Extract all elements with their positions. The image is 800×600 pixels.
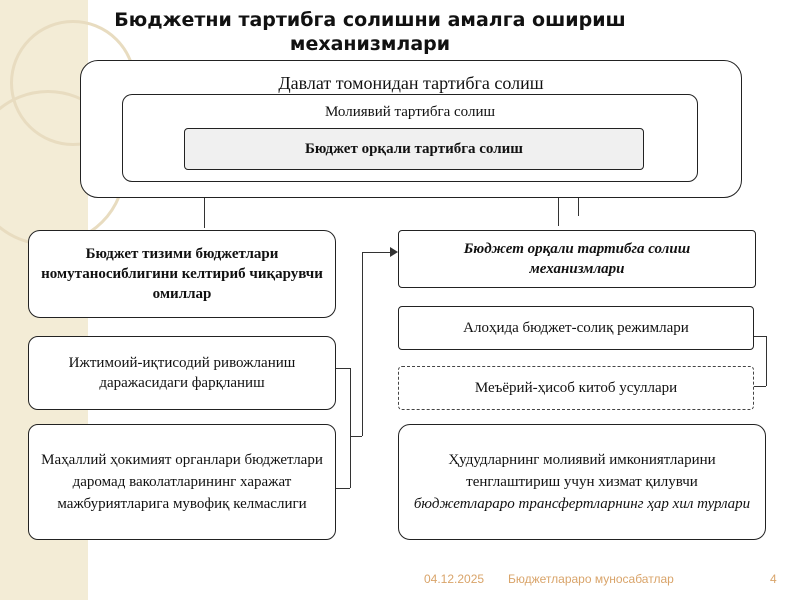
- bracket-right-bottom: [754, 386, 766, 387]
- regional-equalization-italic: бюджетлараро трансфертларнинг ҳар хил турлари: [413, 496, 751, 512]
- local-authorities-label: Маҳаллий ҳокимият органлари бюджетлари даромад ваколатларининг харажат мажбуриятларига мувофиқ келмаслиги: [41, 452, 323, 512]
- connector-top-right: [558, 198, 559, 226]
- special-tax-box: [398, 306, 754, 350]
- footer-date: 04.12.2025: [424, 572, 485, 586]
- bracket-left-v: [350, 368, 351, 488]
- socio-economic-label: Ижтимоий-иқтисодий ривожланиш даражасидаги фарқланиш: [68, 355, 296, 391]
- bracket-left-bottom: [336, 488, 350, 489]
- factors-box: [28, 230, 336, 318]
- bracket-left-top: [336, 368, 350, 369]
- bracket-right-v: [766, 336, 767, 386]
- special-tax-label: Алоҳида бюджет-солиқ режимлари: [463, 319, 689, 336]
- state-regulation-label: Давлат томонидан тартибга солиш: [278, 73, 544, 93]
- normative-methods-label: Меъёрий-ҳисоб китоб усуллари: [474, 379, 678, 396]
- mechanisms-box: [398, 230, 756, 288]
- bracket-right-top: [754, 336, 766, 337]
- budget-regulation-box: [184, 128, 644, 170]
- footer-page-number: 4: [770, 572, 777, 586]
- regional-equalization-box: [398, 424, 766, 540]
- slide-title: Бюджетни тартибга солишни амалга ошириш механизмлари: [114, 9, 626, 55]
- budget-regulation-label: Бюджет орқали тартибга солиш: [305, 140, 523, 157]
- arrow-head: [390, 247, 398, 257]
- normative-methods-box: [398, 366, 754, 410]
- arrow-connector-h: [362, 252, 392, 253]
- factors-label: Бюджет тизими бюджетлари номутаносиблигини келтириб чиқарувчи омиллар: [41, 246, 323, 302]
- regional-equalization-label: Ҳудудларнинг молиявий имкониятларини тенглаштириш учун хизмат қилувчи: [448, 452, 716, 490]
- socio-economic-box: [28, 336, 336, 410]
- connector-top-left: [204, 198, 205, 228]
- financial-regulation-label: Молиявий тартибга солиш: [324, 104, 496, 120]
- arrow-connector-mid: [350, 436, 362, 437]
- arrow-connector-v: [362, 252, 363, 436]
- mechanisms-label: Бюджет орқали тартибга солиш механизмлари: [463, 241, 691, 277]
- connector-top-right-2: [578, 198, 579, 216]
- local-authorities-box: [28, 424, 336, 540]
- footer-topic: Бюджетлараро муносабатлар: [508, 572, 674, 586]
